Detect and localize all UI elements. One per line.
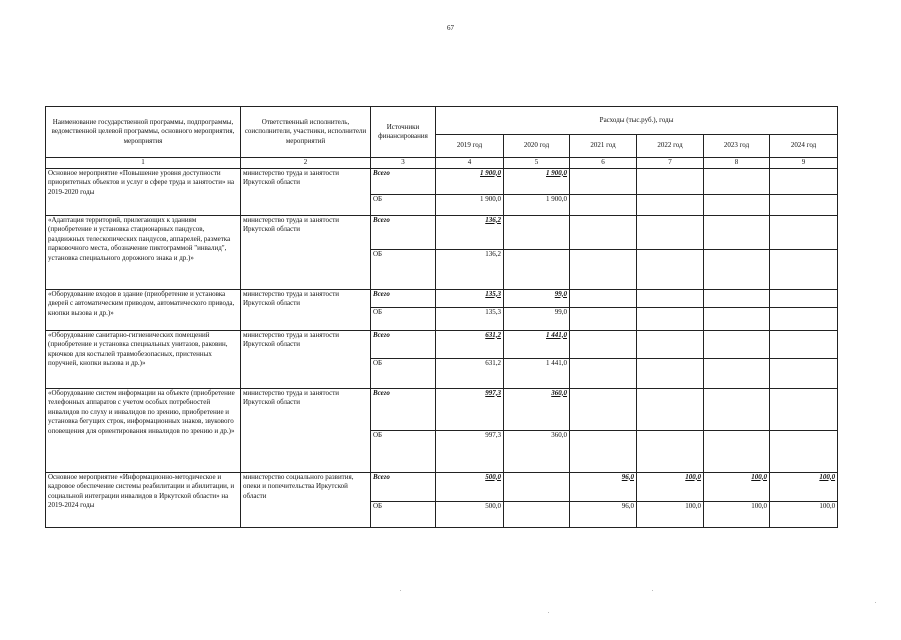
expense-ob-value: 100,0: [704, 501, 770, 527]
expense-ob-value: [704, 194, 770, 215]
expense-ob-value: 96,0: [570, 501, 637, 527]
expense-total-value: 360,0: [504, 388, 570, 430]
expense-total-value: [704, 330, 770, 358]
column-numbers-row: [46, 158, 838, 169]
expense-ob-value: [637, 307, 704, 330]
expense-total-value: 135,3: [436, 289, 504, 307]
expense-ob-value: 1 900,0: [504, 194, 570, 215]
expense-ob-value: 100,0: [770, 501, 838, 527]
page-number: 67: [447, 24, 454, 32]
expense-total-value: [770, 289, 838, 307]
expense-ob-value: [570, 307, 637, 330]
expense-ob-value: [637, 358, 704, 388]
executor: министерство труда и занятости Иркутской области: [241, 289, 371, 330]
measure-name: Основное мероприятие «Информационно-методическое и кадровое обеспечение системы реабилитации и абилитации, и социальной интеграции инвалидов в Иркутской области» на 2019-2024 годы: [46, 472, 241, 527]
column-number: 1: [46, 158, 241, 169]
source-total-label: Всего: [371, 472, 436, 501]
source-ob-label: ОБ: [371, 307, 436, 330]
executor: министерство социального развития, опеки и попечительства Иркутской области: [241, 472, 371, 527]
expense-ob-value: 1 441,0: [504, 358, 570, 388]
expense-total-value: [504, 215, 570, 249]
expense-ob-value: 136,2: [436, 249, 504, 289]
column-number: 9: [770, 158, 838, 169]
expense-total-value: [770, 215, 838, 249]
expense-total-value: [570, 388, 637, 430]
expense-total-value: [637, 289, 704, 307]
measure-name: «Адаптация территорий, прилегающих к зданиям (приобретение и установка стационарных пандусов, раздвижных телескопических пандусов, аппарелей, разметка парковочного места, обозначение пиктограммой "инвалид", установка специального дорожного знака и др.)»: [46, 215, 241, 289]
expense-ob-value: 135,3: [436, 307, 504, 330]
expense-total-value: 1 900,0: [504, 168, 570, 194]
expense-ob-value: [770, 249, 838, 289]
expense-total-value: 997,3: [436, 388, 504, 430]
expense-ob-value: 500,0: [436, 501, 504, 527]
expense-ob-value: 360,0: [504, 430, 570, 472]
measure-name: «Оборудование санитарно-гигиенических помещений (приобретение и установка специальных унитазов, раковин, крючков для костылей травмобезопасных, пристенных поручней, кнопки вызова и др.)»: [46, 330, 241, 388]
expense-total-value: 100,0: [704, 472, 770, 501]
expense-total-value: 631,2: [436, 330, 504, 358]
expense-ob-value: [704, 358, 770, 388]
expense-total-value: [770, 388, 838, 430]
column-number: 2: [241, 158, 371, 169]
expenses-table: [45, 106, 838, 528]
expense-ob-value: 100,0: [637, 501, 704, 527]
header-expenses: Расходы (тыс.руб.), годы: [436, 107, 838, 135]
measure-name: Основное мероприятие «Повышение уровня доступности приоритетных объектов и услуг в сфере труда и занятости» на 2019-2020 годы: [46, 168, 241, 215]
expense-ob-value: [570, 194, 637, 215]
header-source: Источники финансирования: [371, 107, 436, 158]
source-ob-label: ОБ: [371, 501, 436, 527]
expense-total-value: 100,0: [637, 472, 704, 501]
expense-ob-value: [770, 430, 838, 472]
expense-ob-value: [637, 430, 704, 472]
expense-ob-value: [637, 194, 704, 215]
table-row: [46, 472, 838, 501]
table-row: [46, 388, 838, 430]
header-year: 2019 год: [436, 135, 504, 158]
header-year: 2022 год: [637, 135, 704, 158]
table-row: [46, 330, 838, 358]
table-row: [46, 289, 838, 307]
expense-total-value: 136,2: [436, 215, 504, 249]
expense-total-value: [637, 168, 704, 194]
expense-total-value: [704, 168, 770, 194]
source-total-label: Всего: [371, 330, 436, 358]
header-year: 2023 год: [704, 135, 770, 158]
column-number: 3: [371, 158, 436, 169]
header-year: 2020 год: [504, 135, 570, 158]
expense-ob-value: [570, 358, 637, 388]
expense-total-value: 500,0: [436, 472, 504, 501]
source-total-label: Всего: [371, 388, 436, 430]
header-name: Наименование государственной программы, подпрограммы, ведомственной целевой программы, основного мероприятия, мероприятия: [46, 107, 241, 158]
expense-ob-value: [570, 249, 637, 289]
expense-ob-value: 631,2: [436, 358, 504, 388]
header-year: 2021 год: [570, 135, 637, 158]
expense-total-value: [570, 215, 637, 249]
executor: министерство труда и занятости Иркутской области: [241, 330, 371, 388]
executor: министерство труда и занятости Иркутской области: [241, 215, 371, 289]
expense-total-value: [570, 330, 637, 358]
source-ob-label: ОБ: [371, 194, 436, 215]
table-row: [46, 215, 838, 249]
expense-total-value: 1 900,0: [436, 168, 504, 194]
expense-ob-value: [570, 430, 637, 472]
source-ob-label: ОБ: [371, 249, 436, 289]
source-total-label: Всего: [371, 289, 436, 307]
expense-total-value: [570, 168, 637, 194]
expense-total-value: [637, 215, 704, 249]
expense-ob-value: 1 900,0: [436, 194, 504, 215]
table-row: [46, 168, 838, 194]
header-year: 2024 год: [770, 135, 838, 158]
expense-total-value: 1 441,0: [504, 330, 570, 358]
expense-total-value: [570, 289, 637, 307]
expense-total-value: [704, 388, 770, 430]
expense-total-value: [704, 215, 770, 249]
source-ob-label: ОБ: [371, 430, 436, 472]
expense-total-value: [770, 330, 838, 358]
expense-ob-value: [704, 307, 770, 330]
source-ob-label: ОБ: [371, 358, 436, 388]
expense-total-value: 100,0: [770, 472, 838, 501]
expense-ob-value: 99,0: [504, 307, 570, 330]
expense-ob-value: [770, 358, 838, 388]
expense-ob-value: [770, 194, 838, 215]
executor: министерство труда и занятости Иркутской области: [241, 168, 371, 215]
column-number: 5: [504, 158, 570, 169]
expense-ob-value: [637, 249, 704, 289]
expense-ob-value: 997,3: [436, 430, 504, 472]
expense-total-value: [504, 472, 570, 501]
header-executor: Ответственный исполнитель, соисполнители, участники, исполнители мероприятий: [241, 107, 371, 158]
expense-ob-value: [504, 249, 570, 289]
executor: министерство труда и занятости Иркутской области: [241, 388, 371, 472]
expense-ob-value: [704, 430, 770, 472]
column-number: 8: [704, 158, 770, 169]
source-total-label: Всего: [371, 215, 436, 249]
expense-ob-value: [504, 501, 570, 527]
expense-total-value: [704, 289, 770, 307]
source-total-label: Всего: [371, 168, 436, 194]
column-number: 4: [436, 158, 504, 169]
expense-total-value: [637, 388, 704, 430]
measure-name: «Оборудование входов в здание (приобретение и установка дверей с автоматическим приводом, автоматического привода, кнопки вызова и др.)»: [46, 289, 241, 330]
expense-ob-value: [704, 249, 770, 289]
expense-total-value: [637, 330, 704, 358]
expense-total-value: 99,0: [504, 289, 570, 307]
expense-total-value: 96,0: [570, 472, 637, 501]
column-number: 7: [637, 158, 704, 169]
column-number: 6: [570, 158, 637, 169]
measure-name: «Оборудование систем информации на объекте (приобретение телефонных аппаратов с учетом особых потребностей инвалидов по слуху и инвалидов по зрению, приобретение и установка бегущих строк, информационных знаков, звукового оповещения для ориентирования инвалидов по зрению и др.)»: [46, 388, 241, 472]
expense-total-value: [770, 168, 838, 194]
expense-ob-value: [770, 307, 838, 330]
